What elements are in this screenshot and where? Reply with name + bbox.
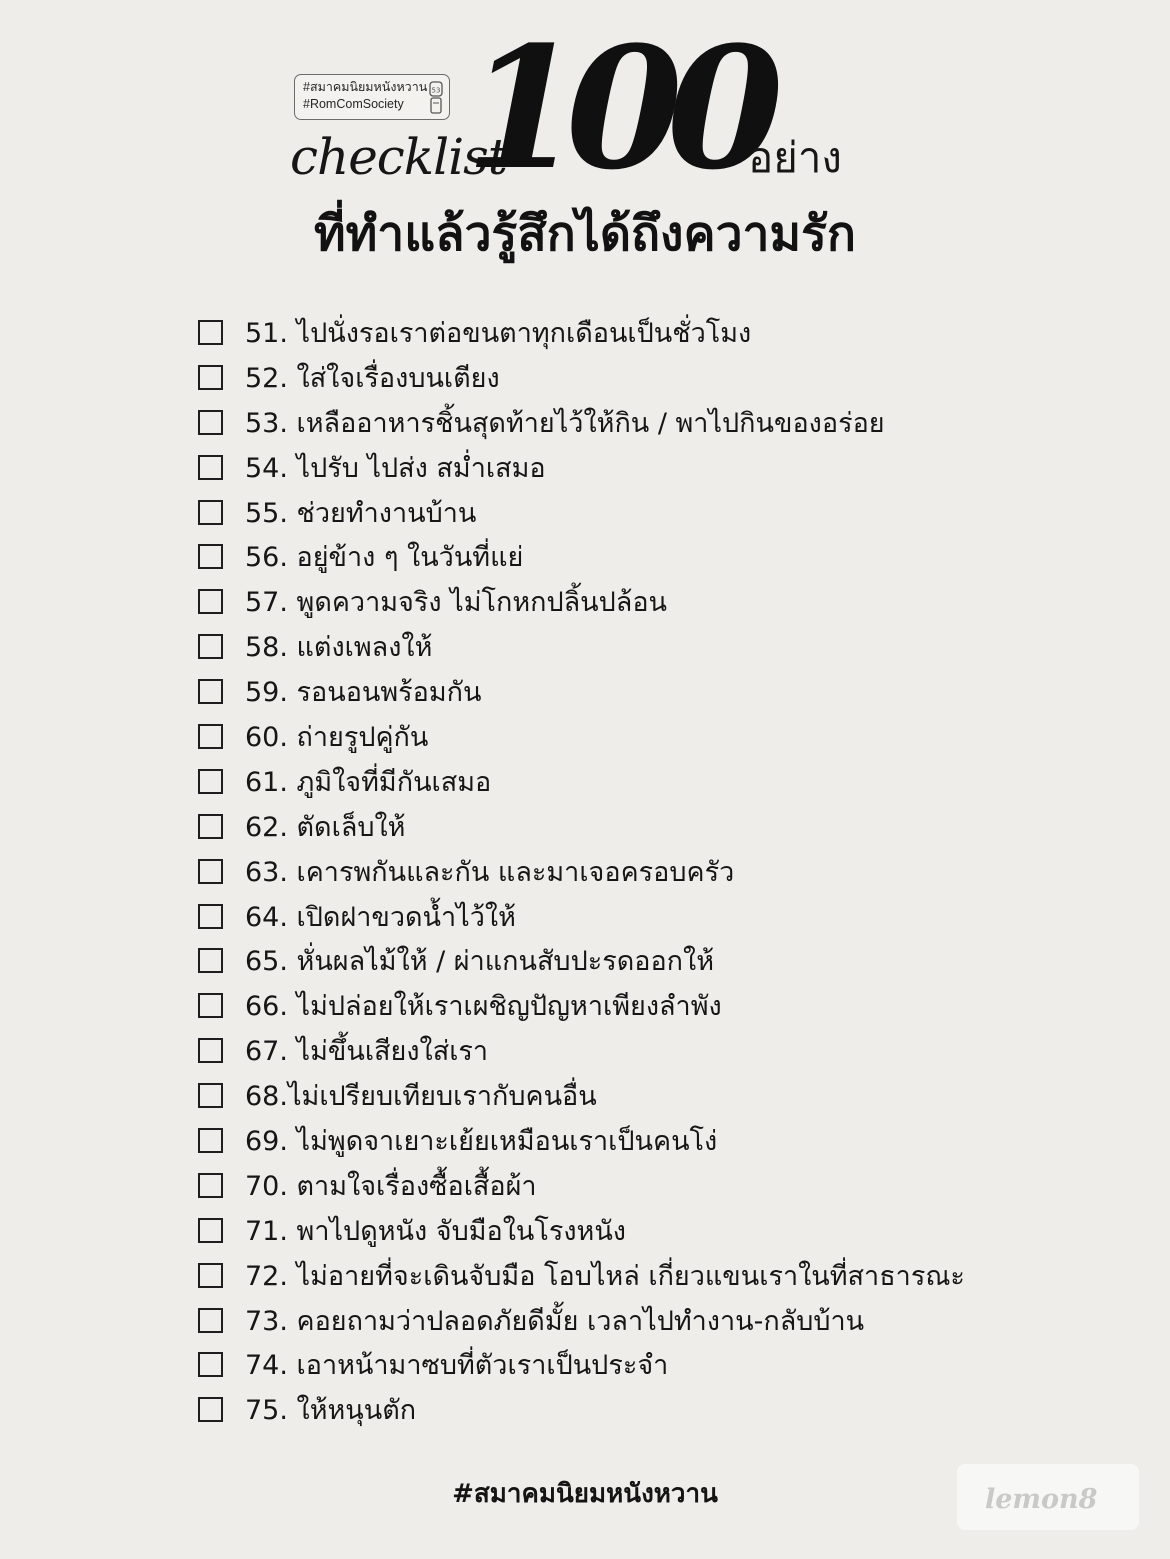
checklist-item: [198, 804, 965, 849]
lemon8-logo-icon: [983, 1478, 1113, 1518]
page-title: ที่ทำแล้วรู้สึกได้ถึงความรัก: [314, 206, 856, 262]
badge-hashtag-thai: #สมาคมนิยมหนังหวาน: [303, 80, 428, 94]
checkbox[interactable]: [198, 769, 223, 794]
checkbox[interactable]: [198, 589, 223, 614]
checklist-item-label: 54. ไปรับ ไปส่ง สม่ำเสมอ: [245, 452, 546, 484]
mascot-icon: [428, 81, 444, 115]
checkbox[interactable]: [198, 500, 223, 525]
checklist-item-label: 72. ไม่อายที่จะเดินจับมือ โอบไหล่ เกี่ยวแขนเราในที่สาธารณะ: [245, 1260, 965, 1292]
checklist-item-label: 63. เคารพกันและกัน และมาเจอครอบครัว: [245, 856, 735, 888]
checklist-item: [198, 1387, 965, 1432]
checklist-item: [198, 849, 965, 894]
checkbox[interactable]: [198, 410, 223, 435]
checklist-item: [198, 1298, 965, 1343]
watermark-text: lemon8: [985, 1484, 1098, 1515]
checklist-item: [198, 1028, 965, 1073]
checklist-item-label: 68.ไม่เปรียบเทียบเรากับคนอื่น: [245, 1081, 597, 1113]
checklist-item: [198, 1253, 965, 1298]
checkbox[interactable]: [198, 1218, 223, 1243]
svg-text:53: 53: [431, 86, 441, 95]
checklist-item: [198, 1342, 965, 1387]
checklist-item: [198, 355, 965, 400]
checklist-item: [198, 669, 965, 714]
checklist-item-label: 56. อยู่ข้าง ๆ ในวันที่แย่: [245, 542, 524, 574]
checklist-item-label: 70. ตามใจเรื่องซื้อเสื้อผ้า: [245, 1170, 537, 1202]
badge-hashtag-english: #RomComSociety: [303, 97, 404, 111]
checklist-item: [198, 445, 965, 490]
checklist-item: [198, 534, 965, 579]
checklist-item-label: 64. เปิดฝาขวดน้ำไว้ให้: [245, 901, 516, 933]
checklist-item-label: 51. ไปนั่งรอเราต่อขนตาทุกเดือนเป็นชั่วโมง: [245, 317, 752, 349]
checklist-item-label: 59. รอนอนพร้อมกัน: [245, 677, 482, 709]
checklist-item: [198, 490, 965, 535]
checklist-item: [198, 1118, 965, 1163]
checkbox[interactable]: [198, 1308, 223, 1333]
checklist-item: [198, 938, 965, 983]
checkbox[interactable]: [198, 455, 223, 480]
checklist-item: [198, 1208, 965, 1253]
checkbox[interactable]: [198, 1083, 223, 1108]
checklist-item-label: 62. ตัดเล็บให้: [245, 811, 406, 843]
checklist-item-label: 66. ไม่ปล่อยให้เราเผชิญปัญหาเพียงลำพัง: [245, 991, 722, 1023]
checklist-item: [198, 310, 965, 355]
checklist-item-label: 52. ใส่ใจเรื่องบนเตียง: [245, 362, 500, 394]
title-number: 100: [465, 9, 768, 207]
checklist-item-label: 67. ไม่ขึ้นเสียงใส่เรา: [245, 1036, 489, 1068]
checklist-item-label: 57. พูดความจริง ไม่โกหกปลิ้นปล้อน: [245, 587, 667, 619]
checklist-item: [198, 579, 965, 624]
checklist-item: [198, 894, 965, 939]
society-badge: [294, 74, 450, 120]
checklist-item: [198, 624, 965, 669]
checkbox[interactable]: [198, 724, 223, 749]
checkbox[interactable]: [198, 1263, 223, 1288]
title-suffix: อย่าง: [748, 133, 842, 182]
checkbox[interactable]: [198, 1397, 223, 1422]
checkbox[interactable]: [198, 904, 223, 929]
checklist-item-label: 61. ภูมิใจที่มีกันเสมอ: [245, 766, 492, 798]
checklist-item: [198, 1163, 965, 1208]
checklist-item-label: 71. พาไปดูหนัง จับมือในโรงหนัง: [245, 1215, 626, 1247]
checklist: [198, 310, 965, 1432]
checklist-item-label: 60. ถ่ายรูปคู่กัน: [245, 721, 429, 753]
checkbox[interactable]: [198, 544, 223, 569]
checklist-item: [198, 1073, 965, 1118]
checkbox[interactable]: [198, 859, 223, 884]
checklist-item-label: 74. เอาหน้ามาซบที่ตัวเราเป็นประจำ: [245, 1350, 669, 1382]
checklist-item-label: 69. ไม่พูดจาเยาะเย้ยเหมือนเราเป็นคนโง่: [245, 1125, 718, 1157]
checkbox[interactable]: [198, 1128, 223, 1153]
footer-hashtag: #สมาคมนิยมหนังหวาน: [452, 1479, 718, 1509]
checkbox[interactable]: [198, 1352, 223, 1377]
lemon8-watermark: [957, 1464, 1139, 1530]
checklist-item-label: 73. คอยถามว่าปลอดภัยดีมั้ย เวลาไปทำงาน-กลับบ้าน: [245, 1305, 865, 1337]
checkbox[interactable]: [198, 948, 223, 973]
checkbox[interactable]: [198, 1038, 223, 1063]
checklist-item-label: 58. แต่งเพลงให้: [245, 632, 433, 664]
checkbox[interactable]: [198, 634, 223, 659]
checklist-item: [198, 759, 965, 804]
checkbox[interactable]: [198, 365, 223, 390]
checkbox[interactable]: [198, 993, 223, 1018]
checkbox[interactable]: [198, 679, 223, 704]
title-checklist-word: checklist: [290, 128, 507, 186]
checklist-item: [198, 983, 965, 1028]
checkbox[interactable]: [198, 1173, 223, 1198]
checklist-item: [198, 400, 965, 445]
checklist-item-label: 53. เหลืออาหารชิ้นสุดท้ายไว้ให้กิน / พาไปกินของอร่อย: [245, 407, 885, 439]
checklist-item-label: 55. ช่วยทำงานบ้าน: [245, 497, 477, 529]
checklist-item-label: 75. ให้หนุนตัก: [245, 1395, 417, 1427]
checklist-item: [198, 714, 965, 759]
checkbox[interactable]: [198, 320, 223, 345]
checkbox[interactable]: [198, 814, 223, 839]
checklist-item-label: 65. หั่นผลไม้ให้ / ผ่าแกนสับปะรดออกให้: [245, 946, 715, 978]
